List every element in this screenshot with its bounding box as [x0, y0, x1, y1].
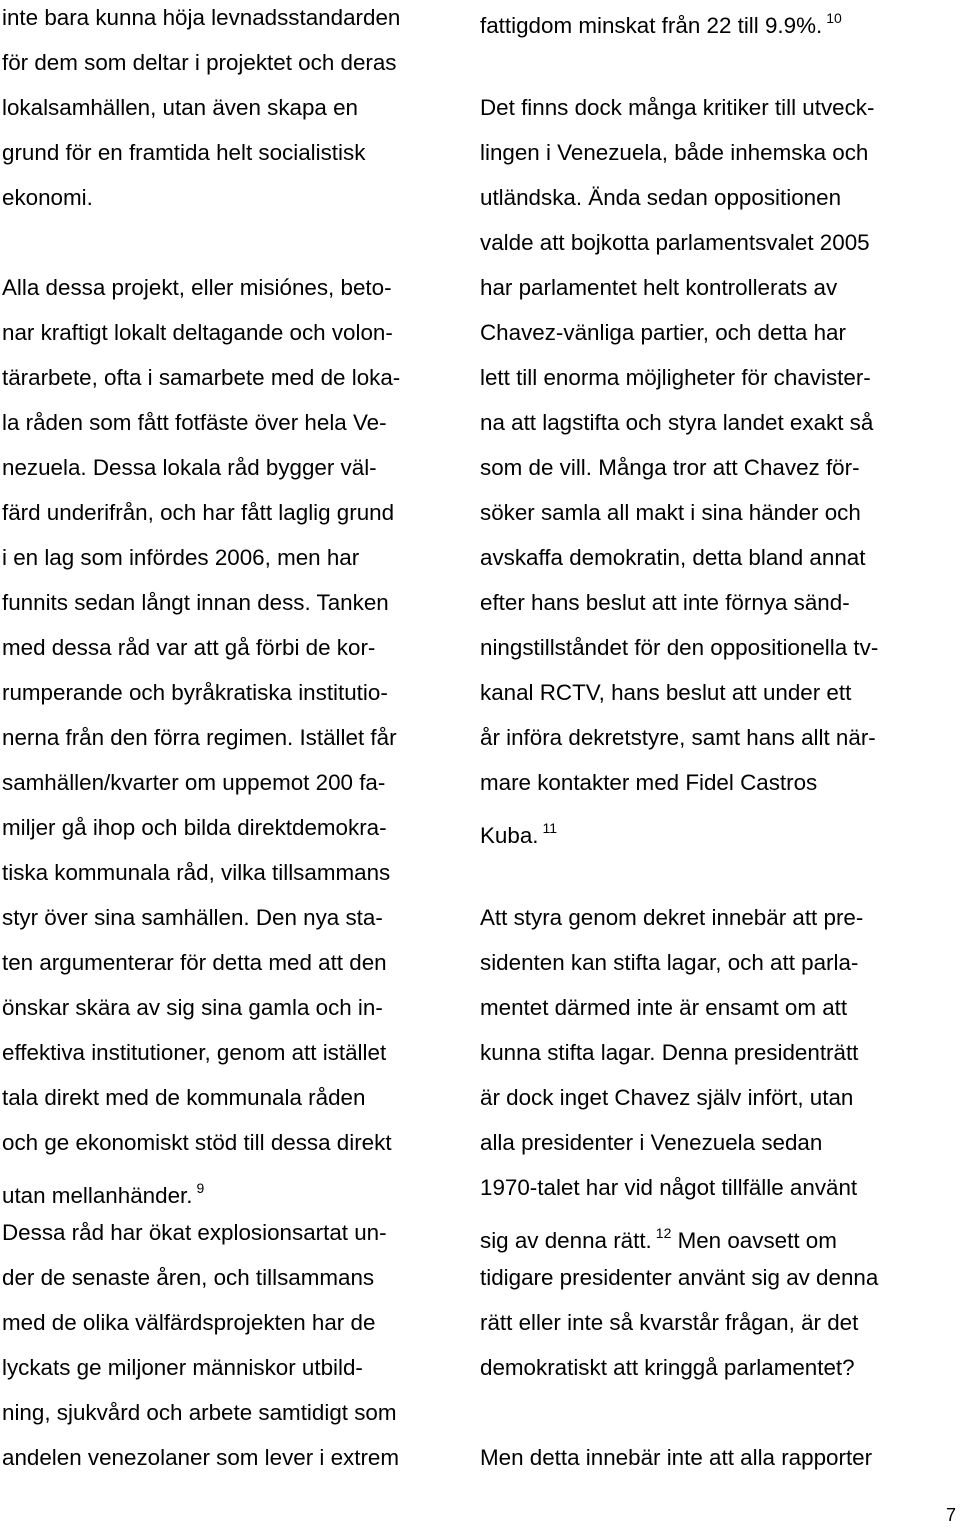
right-column-text-line [480, 905, 863, 931]
line-text: nezuela. Dessa lokala råd bygger väl- [2, 455, 377, 480]
line-text: Dessa råd har ökat explosionsartat un- [2, 1220, 387, 1245]
right-column-text-line [480, 995, 847, 1021]
right-column-text-line [480, 275, 837, 301]
right-column-text-line [480, 770, 817, 796]
line-text: med de olika välfärdsprojekten har de [2, 1310, 376, 1335]
line-text: na att lagstifta och styra landet exakt så [480, 410, 874, 435]
line-text: Men detta innebär inte att alla rapporter [480, 1445, 873, 1470]
left-column-text-line [2, 995, 383, 1021]
right-column-text-line [480, 545, 865, 571]
line-text: la råden som fått fotfäste över hela Ve- [2, 410, 387, 435]
footnote-reference: 10 [826, 10, 842, 26]
left-column-text-line [2, 1355, 363, 1381]
right-column-text-line [480, 140, 868, 166]
line-text: demokratiskt att kringgå parlamentet? [480, 1355, 855, 1380]
line-text: år införa dekretstyre, samt hans allt när- [480, 725, 876, 750]
line-text: sig av denna rätt. [480, 1228, 652, 1253]
right-column-text-line [480, 1445, 872, 1471]
line-text: i en lag som infördes 2006, men har [2, 545, 360, 570]
left-column-text-line [2, 1310, 375, 1336]
right-column-text-line [480, 1040, 858, 1066]
line-text: Att styra genom dekret innebär att pre- [480, 905, 864, 930]
left-column-text-line [2, 815, 387, 841]
footnote-reference: 9 [196, 1180, 205, 1196]
right-column-text-line [480, 5, 842, 38]
line-text: kanal RCTV, hans beslut att under ett [480, 680, 852, 705]
line-text: för dem som deltar i projektet och deras [2, 50, 397, 75]
left-column-text-line [2, 1220, 387, 1246]
left-column-text-line [2, 725, 397, 751]
left-column-text-line [2, 1445, 399, 1471]
left-column-text-line [2, 185, 93, 211]
left-column-text-line [2, 275, 392, 301]
right-column-text-line [480, 95, 874, 121]
left-column-text-line [2, 680, 388, 706]
line-text: alla presidenter i Venezuela sedan [480, 1130, 823, 1155]
left-column-text-line [2, 1400, 397, 1426]
footnote-reference: 11 [542, 820, 558, 836]
left-column-text-line [2, 365, 400, 391]
line-text: samhällen/kvarter om uppemot 200 fa- [2, 770, 386, 795]
line-text: ning, sjukvård och arbete samtidigt som [2, 1400, 397, 1425]
left-column-text-line [2, 455, 377, 481]
line-text: med dessa råd var att gå förbi de kor- [2, 635, 376, 660]
right-column-text-line [480, 320, 846, 346]
left-column-text-line [2, 1130, 392, 1156]
line-text: rumperande och byråkratiska institutio- [2, 680, 388, 705]
left-column-text-line [2, 500, 394, 526]
line-text: är dock inget Chavez själv infört, utan [480, 1085, 854, 1110]
line-text: ekonomi. [2, 185, 93, 210]
right-column-text-line [480, 1175, 857, 1201]
left-column-text-line [2, 635, 375, 661]
line-text: Kuba. [480, 823, 539, 848]
line-text: utländska. Ända sedan oppositionen [480, 185, 842, 210]
right-column-text-line [480, 455, 860, 481]
right-column-text-line [480, 410, 873, 436]
line-text: och ge ekonomiskt stöd till dessa direkt [2, 1130, 392, 1155]
left-column-text-line [2, 50, 397, 76]
line-text: nerna från den förra regimen. Istället får [2, 725, 397, 750]
line-text: miljer gå ihop och bilda direktdemokra- [2, 815, 387, 840]
line-text: mentet därmed inte är ensamt om att [480, 995, 848, 1020]
line-text: 1970-talet har vid något tillfälle använt [480, 1175, 858, 1200]
right-column-text-line [480, 590, 850, 616]
left-column-text-line [2, 95, 358, 121]
line-text: lett till enorma möjligheter för chavister- [480, 365, 871, 390]
left-column-text-line [2, 1265, 374, 1291]
line-text: lyckats ge miljoner människor utbild- [2, 1355, 363, 1380]
left-column-text-line [2, 545, 359, 571]
line-text: sidenten kan stifta lagar, och att parla- [480, 950, 859, 975]
right-column-text-line [480, 1265, 878, 1291]
line-text: valde att bojkotta parlamentsvalet 2005 [480, 230, 870, 255]
line-text: Chavez-vänliga partier, och detta har [480, 320, 846, 345]
right-column-text-line [480, 950, 858, 976]
line-text: ningstillståndet för den oppositionella tv- [480, 635, 879, 660]
line-text: färd underifrån, och har fått laglig grund [2, 500, 395, 525]
line-text: söker samla all makt i sina händer och [480, 500, 861, 525]
line-text-continued: Men oavsett om [671, 1228, 837, 1253]
line-text: tärarbete, ofta i samarbete med de loka- [2, 365, 401, 390]
line-text: lokalsamhällen, utan även skapa en [2, 95, 358, 120]
page-number: 7 [945, 1505, 956, 1525]
line-text: fattigdom minskat från 22 till 9.9%. [480, 13, 823, 38]
left-column-text-line [2, 140, 365, 166]
line-text: kunna stifta lagar. Denna presidenträtt [480, 1040, 859, 1065]
right-column-text-line [480, 1220, 837, 1253]
right-column-text-line [480, 815, 558, 848]
line-text: der de senaste åren, och tillsammans [2, 1265, 375, 1290]
line-text: avskaffa demokratin, detta bland annat [480, 545, 866, 570]
right-column-text-line [480, 725, 876, 751]
line-text: lingen i Venezuela, både inhemska och [480, 140, 869, 165]
line-text: tala direkt med de kommunala råden [2, 1085, 366, 1110]
right-column-text-line [480, 635, 878, 661]
line-text: nar kraftigt lokalt deltagande och volon- [2, 320, 393, 345]
line-text: har parlamentet helt kontrollerats av [480, 275, 838, 300]
left-column-text-line [2, 320, 393, 346]
line-text: effektiva institutioner, genom att istället [2, 1040, 387, 1065]
right-column-text-line [480, 500, 861, 526]
right-column-text-line [480, 1085, 853, 1111]
right-column-text-line [480, 1355, 855, 1381]
line-text: styr över sina samhällen. Den nya sta- [2, 905, 383, 930]
line-text: önskar skära av sig sina gamla och in- [2, 995, 383, 1020]
line-text: utan mellanhänder. [2, 1183, 193, 1208]
left-column-text-line [2, 860, 390, 886]
left-column-text-line [2, 950, 387, 976]
line-text: funnits sedan långt innan dess. Tanken [2, 590, 389, 615]
right-column-text-line [480, 1130, 822, 1156]
left-column-text-line [2, 770, 385, 796]
line-text: inte bara kunna höja levnadsstandarden [2, 5, 401, 30]
left-column-text-line [2, 1040, 386, 1066]
line-text: efter hans beslut att inte förnya sänd- [480, 590, 850, 615]
right-column-text-line [480, 680, 851, 706]
line-text: grund för en framtida helt socialistisk [2, 140, 366, 165]
left-column-text-line [2, 410, 387, 436]
line-text: andelen venezolaner som lever i extrem [2, 1445, 400, 1470]
line-text: tiska kommunala råd, vilka tillsammans [2, 860, 391, 885]
footnote-reference: 12 [655, 1225, 672, 1241]
line-text: rätt eller inte så kvarstår frågan, är det [480, 1310, 859, 1335]
line-text: ten argumenterar för detta med att den [2, 950, 387, 975]
right-column-text-line [480, 1310, 858, 1336]
right-column-text-line [480, 230, 870, 256]
right-column-text-line [480, 185, 841, 211]
line-text: Det finns dock många kritiker till utveck- [480, 95, 875, 120]
left-column-text-line [2, 5, 400, 31]
right-column-text-line [480, 365, 871, 391]
line-text: mare kontakter med Fidel Castros [480, 770, 818, 795]
line-text: tidigare presidenter använt sig av denna [480, 1265, 879, 1290]
left-column-text-line [2, 1085, 365, 1111]
left-column-text-line [2, 1175, 205, 1208]
left-column-text-line [2, 590, 389, 616]
line-text: Alla dessa projekt, eller misiónes, beto- [2, 275, 392, 300]
line-text: som de vill. Många tror att Chavez för- [480, 455, 860, 480]
left-column-text-line [2, 905, 383, 931]
